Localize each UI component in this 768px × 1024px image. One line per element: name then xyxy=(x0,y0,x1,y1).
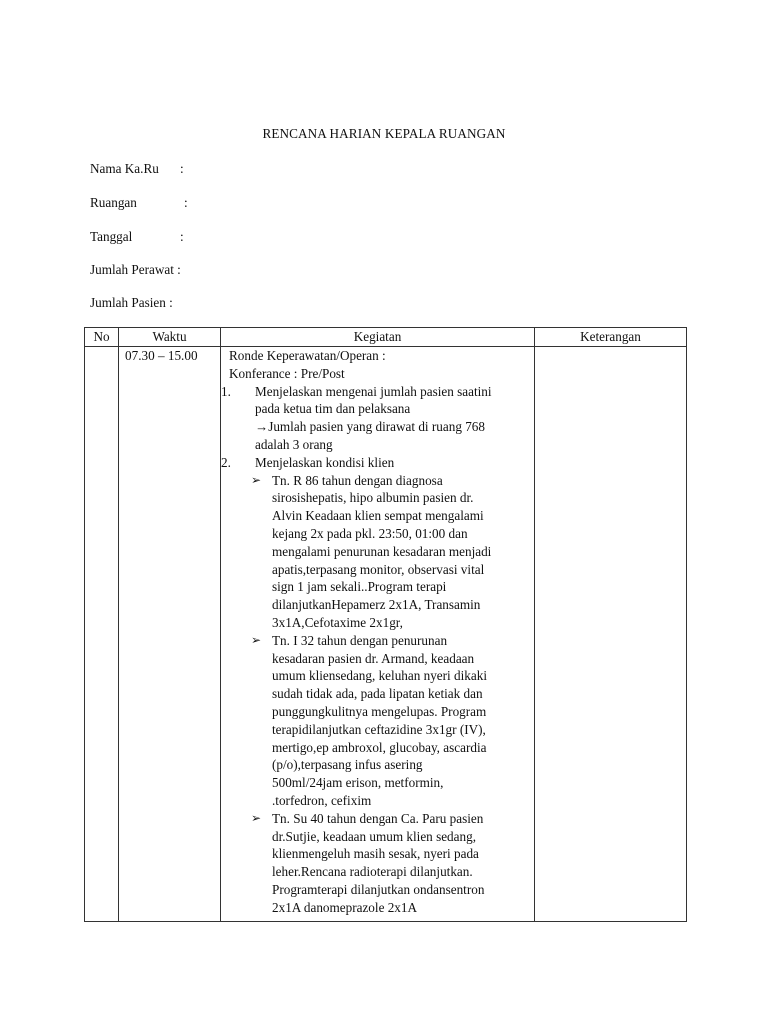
header-kegiatan: Kegiatan xyxy=(221,328,535,347)
field-nama-karu xyxy=(90,161,184,177)
cell-waktu: 07.30 – 15.00 xyxy=(119,347,221,922)
field-colon: : xyxy=(184,195,188,210)
item-line: Menjelaskan mengenai jumlah pasien saatini xyxy=(255,383,492,399)
field-label: Ruangan xyxy=(90,195,137,210)
patient-line: dr.Sutjie, keadaan umum klien sedang, xyxy=(272,828,476,844)
patient-line: 3x1A,Cefotaxime 2x1gr, xyxy=(272,614,403,630)
patient-line: Tn. Su 40 tahun dengan Ca. Paru pasien xyxy=(272,810,484,826)
field-tanggal xyxy=(90,229,184,245)
cell-no xyxy=(85,347,119,922)
patient-line: Tn. I 32 tahun dengan penurunan xyxy=(272,632,448,648)
patient-line: Programterapi dilanjutkan ondansentron xyxy=(272,881,485,897)
patient-line: dilanjutkanHepamerz 2x1A, Transamin xyxy=(272,597,481,613)
field-jumlah-perawat xyxy=(90,262,181,278)
header-keterangan: Keterangan xyxy=(535,328,687,347)
patient-line: umum kliensedang, keluhan nyeri dikaki xyxy=(272,668,487,684)
patient-line: sign 1 jam sekali..Program terapi xyxy=(272,579,447,595)
patient-line: kesadaran pasien dr. Armand, keadaan xyxy=(272,650,475,666)
patient-line: Tn. R 86 tahun dengan diagnosa xyxy=(272,472,443,488)
patient-line: Alvin Keadaan klien sempat mengalami xyxy=(272,508,484,524)
item-line: adalah 3 orang xyxy=(255,436,333,452)
field-label: Nama Ka.Ru xyxy=(90,161,159,176)
patient-line: 2x1A danomeprazole 2x1A xyxy=(272,899,418,915)
item-number: 1. xyxy=(221,383,231,399)
table-header-row xyxy=(85,328,687,347)
patient-item-1 xyxy=(221,472,534,632)
field-label: Jumlah Pasien : xyxy=(90,295,173,310)
item-line: Menjelaskan kondisi klien xyxy=(255,454,395,470)
item-line: pada ketua tim dan pelaksana xyxy=(255,401,411,417)
page-title: RENCANA HARIAN KEPALA RUANGAN xyxy=(262,126,506,141)
item-number: 2. xyxy=(221,454,231,470)
field-colon: : xyxy=(180,229,184,244)
patient-line: punggungkulitnya mengelupas. Program xyxy=(272,703,487,719)
table-row xyxy=(85,347,687,922)
patient-item-3 xyxy=(221,810,534,917)
intro-line: Ronde Keperawatan/Operan : xyxy=(229,348,386,363)
patient-line: terapidilanjutkan ceftazidine 3x1gr (IV), xyxy=(272,721,486,737)
arrow-bullet-icon: ➢ xyxy=(251,472,262,487)
cell-kegiatan xyxy=(221,347,535,922)
numbered-item-2 xyxy=(221,454,534,472)
activity-table xyxy=(84,327,687,922)
patient-line: sirosishepatis, hipo albumin pasien dr. xyxy=(272,490,474,506)
patient-line: .torfedron, cefixim xyxy=(272,792,372,808)
field-label: Tanggal xyxy=(90,229,133,244)
patient-line: kejang 2x pada pkl. 23:50, 01:00 dan xyxy=(272,525,468,541)
patient-line: klienmengeluh masih sesak, nyeri pada xyxy=(272,846,479,862)
arrow-bullet-icon: ➢ xyxy=(251,810,262,825)
header-waktu: Waktu xyxy=(119,328,221,347)
field-label: Jumlah Perawat : xyxy=(90,262,181,277)
arrow-bullet-icon: ➢ xyxy=(251,632,262,647)
patient-item-2 xyxy=(221,632,534,810)
numbered-item-1 xyxy=(221,383,534,454)
intro-line: Konferance : Pre/Post xyxy=(229,365,345,381)
field-colon: : xyxy=(180,161,184,176)
field-jumlah-pasien xyxy=(90,295,173,311)
cell-keterangan xyxy=(535,347,687,922)
patient-line: apatis,terpasang monitor, observasi vital xyxy=(272,561,485,577)
item-line: →Jumlah pasien yang dirawat di ruang 768 xyxy=(255,419,485,435)
patient-line: mertigo,ep ambroxol, glucobay, ascardia xyxy=(272,739,487,755)
patient-line: leher.Rencana radioterapi dilanjutkan. xyxy=(272,864,473,880)
patient-line: 500ml/24jam erison, metformin, xyxy=(272,775,444,791)
patient-line: (p/o),terpasang infus asering xyxy=(272,757,423,773)
patient-line: mengalami penurunan kesadaran menjadi xyxy=(272,543,492,559)
patient-line: sudah tidak ada, pada lipatan ketiak dan xyxy=(272,686,483,702)
field-ruangan xyxy=(90,195,188,211)
header-no: No xyxy=(85,328,119,347)
